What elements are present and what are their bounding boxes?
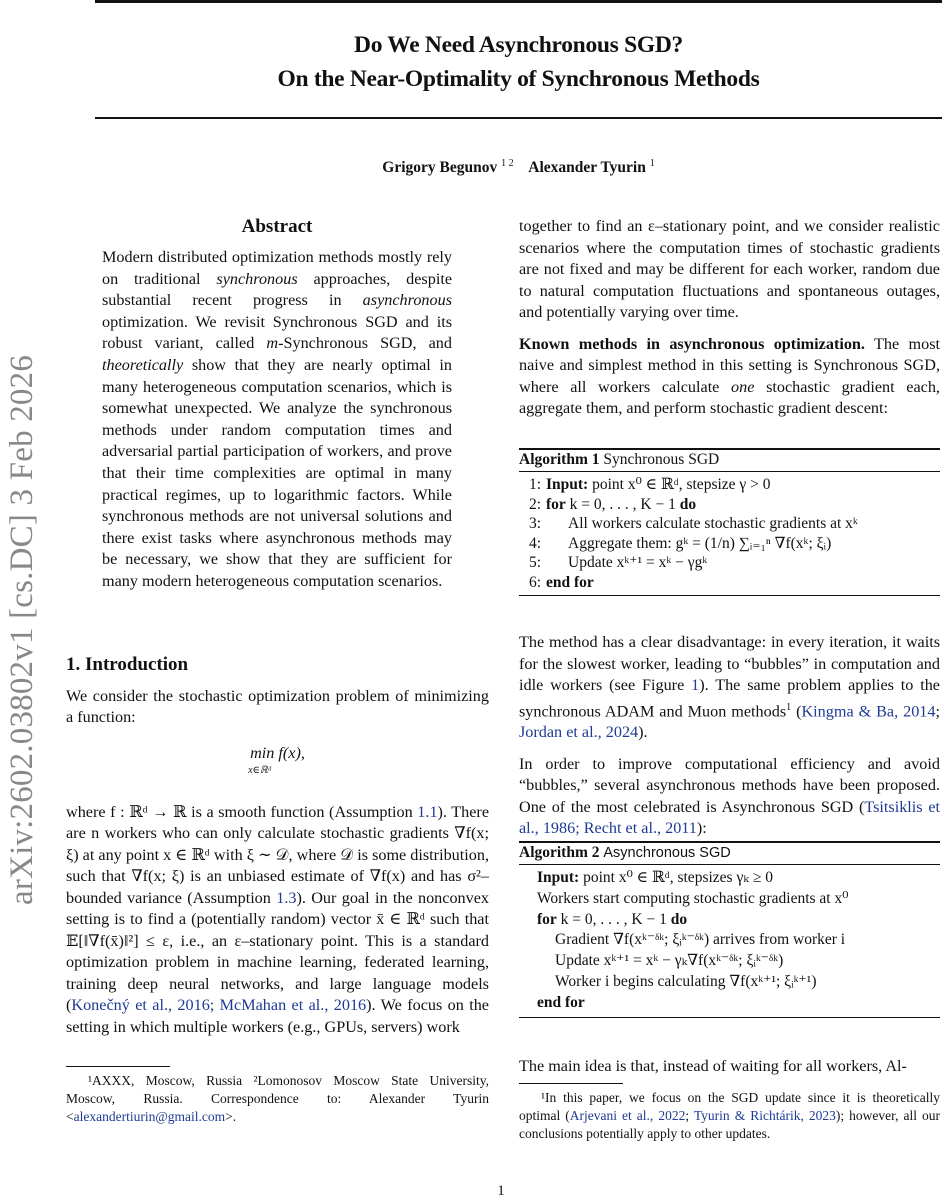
citation-link[interactable]: Konečný et al., 2016; McMahan et al., 2016: [71, 996, 367, 1014]
line-number: 6:: [528, 573, 541, 591]
line-number: 4:: [528, 534, 541, 552]
algorithm-line: [519, 534, 940, 554]
algorithm-line: Update xᵏ⁺¹ = xᵏ − γₖ∇f(xᵏ⁻ᵟᵏ; ξᵢᵏ⁻ᵟᵏ): [555, 952, 784, 970]
paragraph: [519, 632, 940, 744]
abstract-emphasis: theoretically: [102, 355, 184, 374]
section-heading: 1. Introduction: [66, 654, 189, 675]
paragraph-emphasis: one: [731, 377, 755, 396]
footnote-affiliations: [66, 1066, 489, 1125]
line-text: point x⁰ ∈ ℝᵈ, stepsizes γₖ ≥ 0: [579, 869, 773, 886]
algorithm-name: Asynchronous SGD: [603, 845, 731, 861]
paragraph-text: ). The same problem applies to the synchronous ADAM and Muon methods: [519, 676, 940, 720]
assumption-link[interactable]: 1.1: [417, 802, 438, 821]
algorithm-line: [519, 475, 940, 495]
line-number: 5:: [528, 554, 541, 571]
algorithm-line: Worker i begins calculating ∇f(xᵏ⁺¹; ξᵢᵏ⁺¹): [555, 972, 817, 990]
paragraph: [519, 334, 940, 420]
abstract-text: approaches, despite substantial recent progress in: [102, 269, 452, 310]
paper-title: [95, 28, 942, 96]
keyword: end for: [537, 993, 585, 1011]
arxiv-stamp: arXiv:2602.03802v1 [cs.DC] 3 Feb 2026: [4, 354, 40, 905]
paragraph-text: ). We focus on the setting in which multiple workers (e.g., GPUs, servers) work: [66, 996, 489, 1036]
equation-text: min f(x),: [250, 743, 305, 762]
line-text: point x⁰ ∈ ℝᵈ, stepsize γ > 0: [588, 476, 771, 493]
right-column-middle: [519, 632, 940, 840]
figure-link[interactable]: 1: [691, 676, 700, 694]
paragraph: [519, 754, 940, 840]
footnote-text-part: ;: [685, 1107, 694, 1123]
abstract-text: show that they are nearly optimal in many heterogeneous computation scenarios, which is somewhat unexpected. We analyze the synchronous methods under random computation times and adversarial partial participation of workers, and prove that their time complexities are optimal in many practical regimes, up to logarithmic factors. While synchronous methods are not universal solutions and there exist tasks where asynchronous methods may be necessary, we show that they are sufficient for many modern heterogeneous computation scenarios.: [102, 355, 452, 590]
author-name: Grigory Begunov: [382, 159, 498, 177]
citation-link[interactable]: Kingma & Ba, 2014: [801, 701, 936, 720]
abstract-heading: Abstract: [241, 216, 313, 237]
line-text: k = 0, . . . , K − 1: [565, 495, 680, 513]
title-bottom-rule: [95, 117, 942, 119]
algorithm-body: [519, 472, 940, 596]
right-column-bottom: [519, 1056, 940, 1078]
line-number: 3:: [528, 515, 541, 532]
citation-link[interactable]: Jordan et al., 2024: [519, 723, 639, 742]
paragraph-text: ). Our goal in the nonconvex setting is to find a (potentially random) vector x̄ ∈ ℝᵈ such that 𝔼[‖∇f(x̄)‖²] ≤ ε, i.e., an ε–stationary point. This is a standard optimization problem in machine learning, federated learning, training deep neural networks, and large language models (: [66, 888, 490, 1014]
abstract-body: [102, 247, 452, 593]
paragraph: The main idea is that, instead of waiting for all workers, Al-: [519, 1057, 907, 1075]
algorithm-line: [537, 993, 940, 1014]
paragraph-text: ;: [935, 701, 940, 720]
line-text: Update xᵏ⁺¹ = xᵏ − γgᵏ: [568, 554, 708, 571]
title-top-rule: [95, 0, 942, 3]
algorithm-line: [519, 495, 940, 515]
equation-subscript: x∈ℝᵈ: [248, 765, 271, 776]
citation-link[interactable]: Arjevani et al., 2022: [569, 1107, 686, 1123]
paragraph-text: ).: [638, 723, 648, 742]
footnote-text-part: ); however, all our conclusions potentially apply to other updates.: [519, 1107, 941, 1141]
keyword: for: [537, 910, 557, 928]
keyword: for: [546, 495, 566, 513]
line-text: k = 0, . . . , K − 1: [556, 910, 671, 928]
citation-link[interactable]: Tyurin & Richtárik, 2023: [693, 1107, 836, 1123]
algorithm-label: Algorithm 2: [519, 844, 600, 861]
algorithm-line: [519, 514, 940, 534]
abstract-emphasis: synchronous: [216, 269, 298, 288]
assumption-link[interactable]: 1.3: [276, 888, 297, 907]
citation-link[interactable]: Tsitsiklis et al., 1986; Recht et al., 2011: [519, 797, 941, 838]
abstract-math: m: [266, 334, 279, 353]
paragraph-text: ). There are n workers who can only calculate stochastic gradients ∇f(x; ξ) at any point x ∈ ℝᵈ with ξ ∼ 𝒟, where 𝒟 is some distribution, such that ∇f(x; ξ) is an unbiased estimate of ∇f(x) and has σ²–bounded variance (Assumption: [66, 802, 490, 907]
paragraph: [66, 802, 489, 1039]
author-affiliation: 1: [649, 158, 655, 169]
abstract-text: -Synchronous SGD, and: [278, 334, 452, 353]
paragraph-text: ):: [696, 819, 707, 838]
algorithm-line: Gradient ∇f(xᵏ⁻ᵟᵏ; ξᵢᵏ⁻ᵟᵏ) arrives from worker i: [555, 931, 846, 949]
algorithm-line: [519, 553, 940, 573]
intro-section: [66, 654, 489, 1038]
paragraph-text: (: [791, 701, 802, 720]
line-number: 2:: [528, 495, 541, 513]
footnote-rule: [66, 1066, 170, 1067]
keyword: Input:: [546, 476, 589, 493]
title-line-1: Do We Need Asynchronous SGD?: [354, 32, 683, 58]
author-name: Alexander Tyurin: [528, 159, 646, 177]
line-text: Aggregate them: gᵏ = (1/n) ∑ᵢ₌₁ⁿ ∇f(xᵏ; ξᵢ): [568, 534, 832, 552]
paragraph-text: In order to improve computational efficiency and avoid “bubbles,” several asynchronous methods have been proposed. One of the most celebrated is Asynchronous SGD (: [519, 754, 940, 816]
keyword: do: [679, 495, 697, 513]
line-number: 1:: [528, 476, 541, 493]
algorithm-caption: [519, 450, 940, 472]
paragraph-heading: Known methods in asynchronous optimization.: [519, 334, 865, 353]
algorithm-line: Workers start computing stochastic gradients at x⁰: [537, 889, 849, 907]
footnote-text-part: >.: [225, 1108, 237, 1124]
algorithm-body: [519, 865, 940, 1018]
algorithm-name: Synchronous SGD: [603, 451, 720, 468]
footnote-rule: [519, 1083, 623, 1084]
algorithm-line: [519, 573, 940, 593]
footnote-text-part: ¹In this paper, we focus on the SGD update since it is theoretically optimal (: [519, 1090, 940, 1123]
title-line-2: On the Near-Optimality of Synchronous Methods: [277, 66, 760, 92]
display-equation: [66, 743, 489, 788]
right-column-top: [519, 216, 940, 420]
paragraph-text: The most naive and simplest method in this setting is Synchronous SGD, where all workers calculate: [519, 334, 940, 396]
algorithm-label: Algorithm 1: [519, 451, 600, 468]
paragraph-text: The method has a clear disadvantage: in every iteration, it waits for the slowest worker, leading to “bubbles” in computation and idle workers (see Figure: [519, 633, 940, 694]
footnote-text-part: ¹AXXX, Moscow, Russia ²Lomonosov Moscow State University, Moscow, Russia. Correspondence to: Alexander Tyurin <: [66, 1073, 489, 1124]
abstract-emphasis: asynchronous: [362, 291, 452, 310]
paragraph: We consider the stochastic optimization problem of minimizing a function:: [66, 686, 489, 726]
footnote-marker[interactable]: 1: [786, 701, 792, 713]
algorithm-line: [537, 868, 940, 889]
algorithm-1: [519, 448, 940, 596]
paragraph: together to find an ε–stationary point, and we consider realistic scenarios where the computation times of stochastic gradients are not fixed and may be different for each worker, random due to natural computation fluctuations and spontaneous outages, and potentially varying over time.: [519, 217, 940, 321]
author-list: [95, 158, 942, 177]
keyword: end for: [546, 573, 594, 591]
paragraph-text: where f : ℝᵈ → ℝ is a smooth function (Assumption: [66, 802, 418, 821]
line-text: All workers calculate stochastic gradients at xᵏ: [568, 515, 858, 532]
footnote-text: [519, 1089, 940, 1142]
author-affiliation: 1 2: [501, 158, 514, 169]
keyword: do: [670, 910, 688, 928]
page-number: 1: [497, 1183, 505, 1199]
abstract-text: optimization. We revisit Synchronous SGD and its robust variant, called: [102, 312, 452, 353]
algorithm-line: [537, 910, 940, 931]
email-link[interactable]: alexandertiurin@gmail.com: [73, 1108, 226, 1124]
algorithm-caption: [519, 843, 940, 865]
footnote-text: [66, 1072, 489, 1125]
keyword: Input:: [537, 869, 580, 886]
paragraph-text: stochastic gradient each, aggregate them, and perform stochastic gradient descent:: [519, 377, 940, 417]
algorithm-2: [519, 841, 940, 1018]
footnote-1: [519, 1083, 940, 1142]
abstract-text: Modern distributed optimization methods mostly rely on traditional: [102, 248, 452, 288]
